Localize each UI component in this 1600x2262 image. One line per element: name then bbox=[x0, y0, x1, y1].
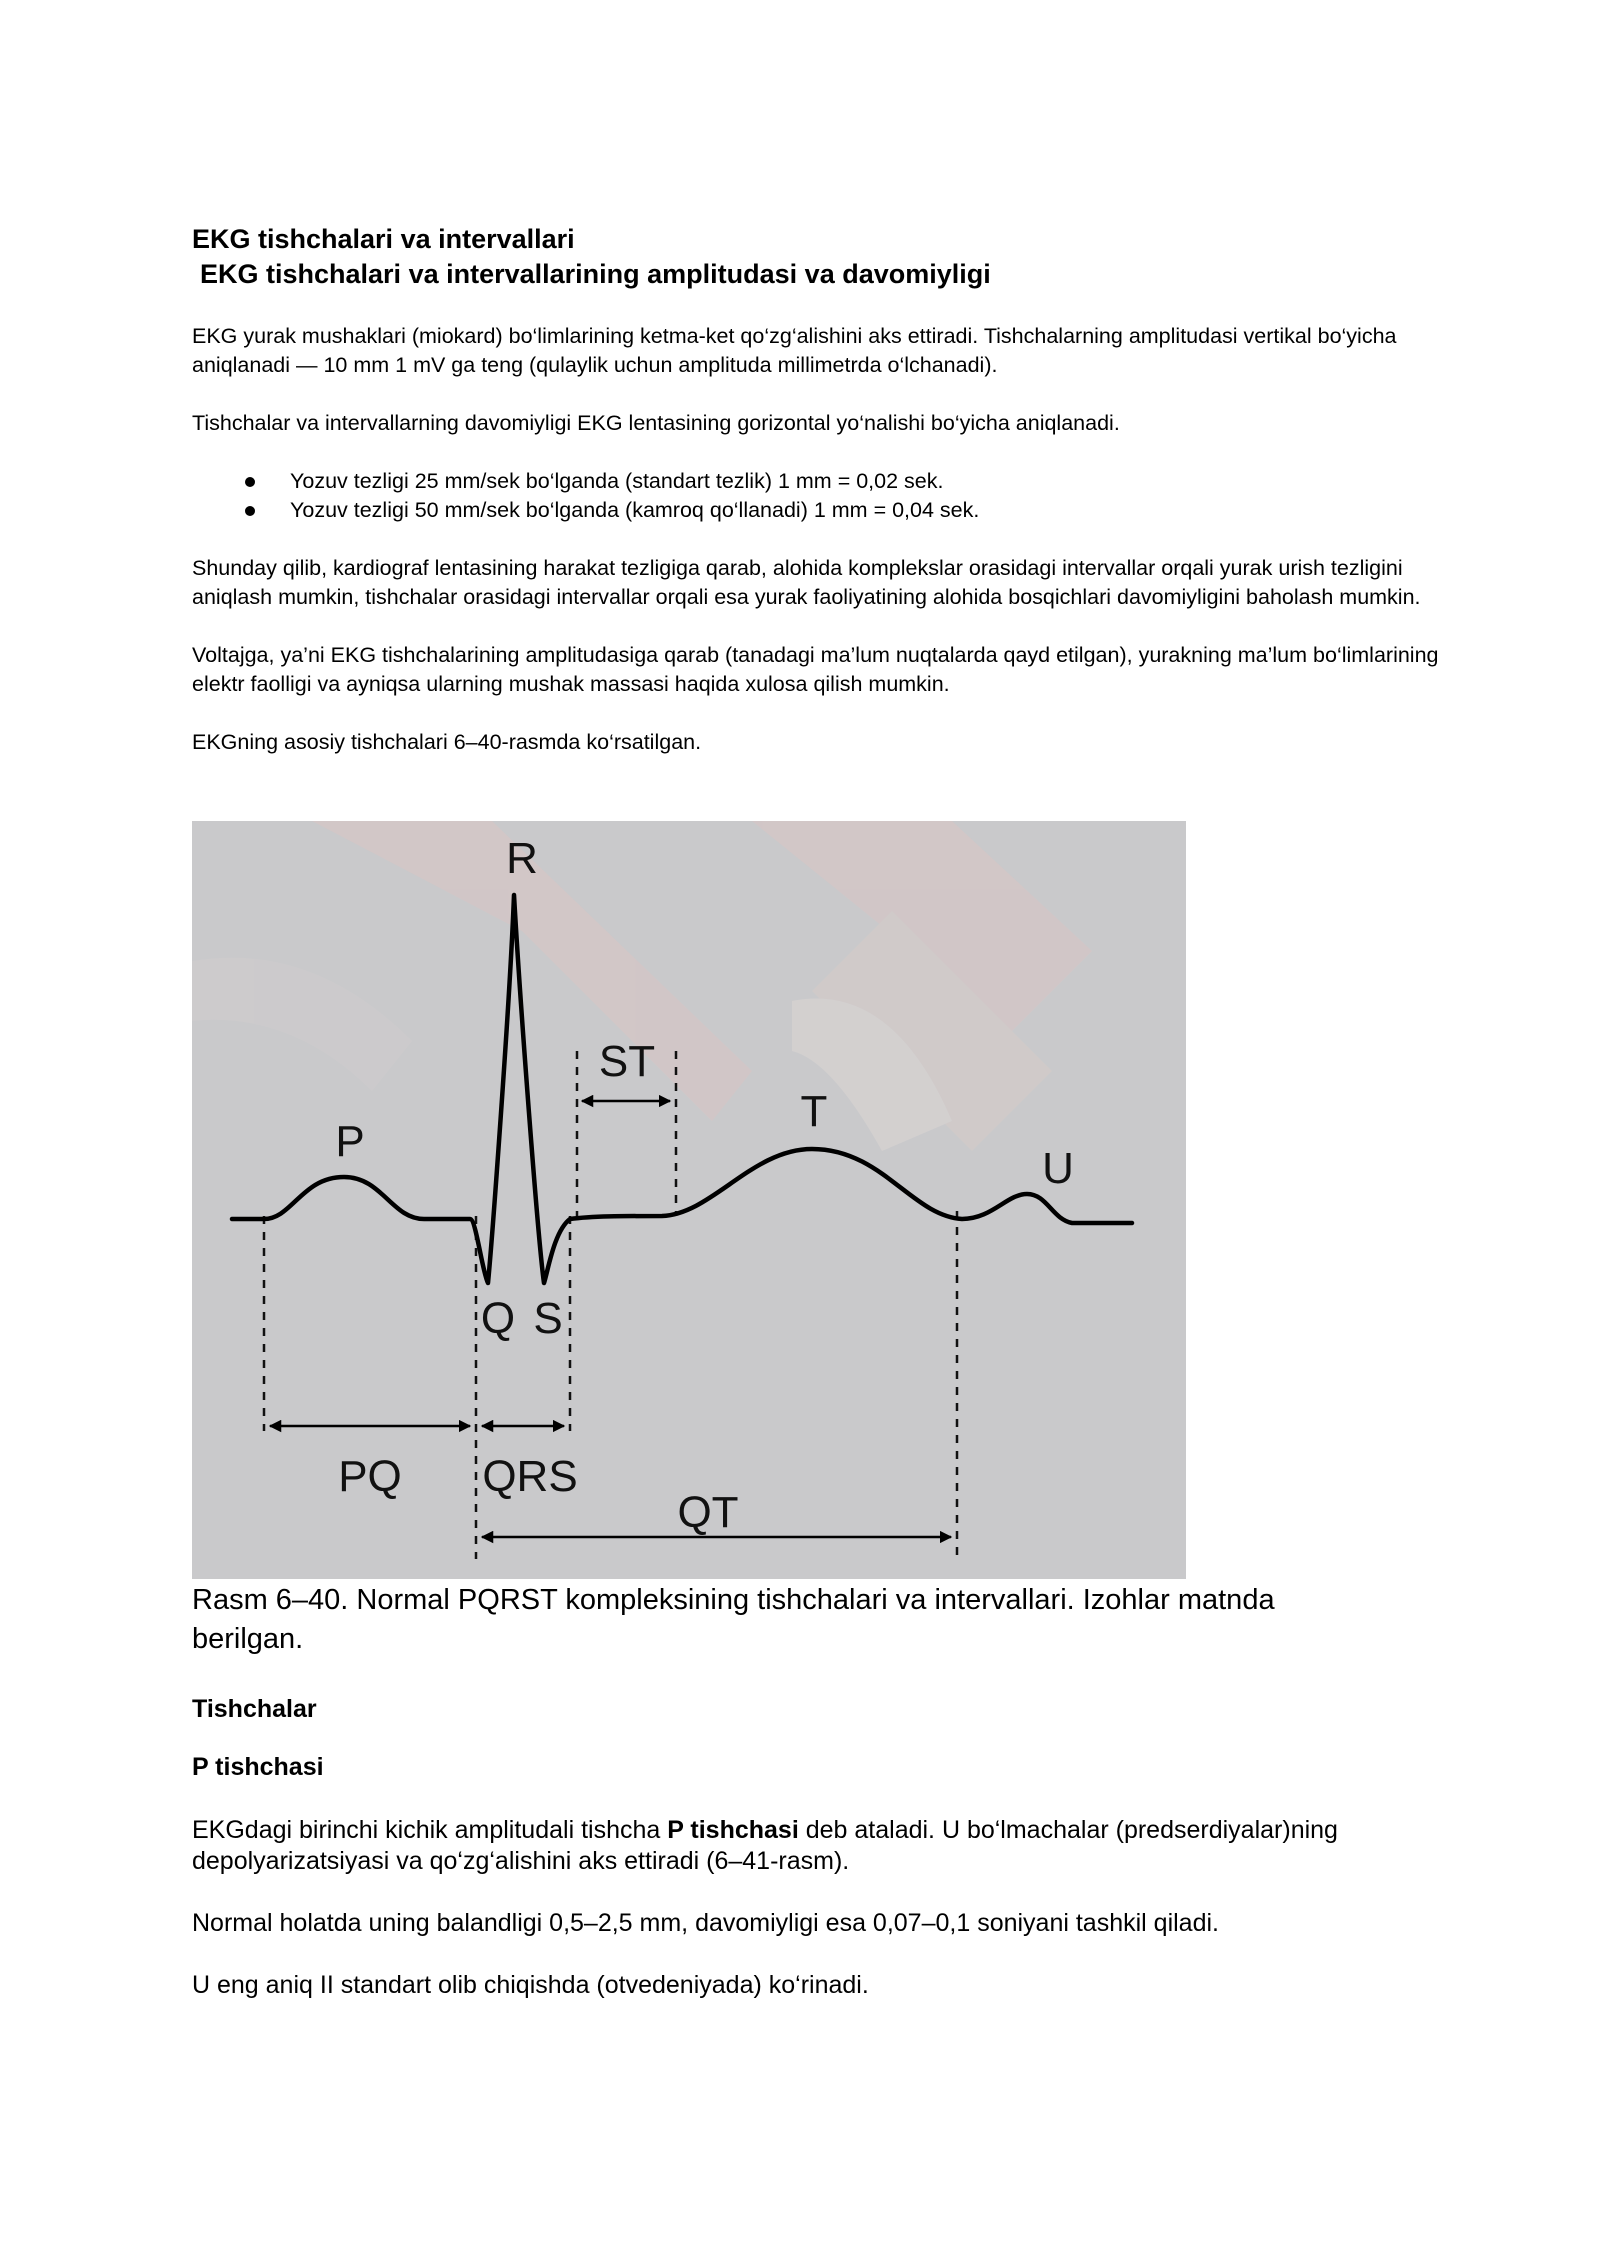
paragraph-heart-rate: Shunday qilib, kardiograf lentasining harakat tezligiga qarab, alohida komplekslar orasidagi intervallar orqali yurak urish tezligini aniqlash mumkin, tishchalar orasidagi intervallar orqali esa yurak faoliyatining alohida bosqichlari davomiyligini baholash mumkin. bbox=[192, 556, 1421, 609]
document-subtitle: EKG tishchalari va intervallarining amplitudasi va davomiyligi bbox=[200, 259, 991, 289]
label-u: U bbox=[1042, 1144, 1074, 1193]
ecg-figure bbox=[192, 821, 1186, 1579]
label-qrs: QRS bbox=[482, 1452, 578, 1501]
label-s: S bbox=[533, 1294, 563, 1343]
p-wave-paragraph-lead: U eng aniq II standart olib chiqishda (otvedeniyada) ko‘rinadi. bbox=[192, 1971, 869, 1999]
document-title: EKG tishchalari va intervallari bbox=[192, 224, 575, 254]
bullet-item: Yozuv tezligi 25 mm/sek bo‘lganda (standart tezlik) 1 mm = 0,02 sek. bbox=[192, 467, 1452, 496]
intro-paragraph-duration: Tishchalar va intervallarning davomiyligi EKG lentasining gorizontal yo‘nalishi bo‘yicha aniqlanadi. bbox=[192, 411, 1120, 435]
label-pq: PQ bbox=[338, 1452, 402, 1501]
bullet-icon bbox=[245, 506, 255, 516]
figure-caption: Rasm 6–40. Normal PQRST kompleksining tishchalari va intervallari. Izohlar matnda berilgan. bbox=[192, 1584, 1275, 1655]
section-heading: Tishchalar bbox=[192, 1695, 317, 1723]
subsection-heading: P tishchasi bbox=[192, 1753, 324, 1781]
label-r: R bbox=[506, 834, 538, 883]
ecg-diagram bbox=[192, 821, 1186, 1579]
bullet-item: Yozuv tezligi 50 mm/sek bo‘lganda (kamroq qo‘llanadi) 1 mm = 0,04 sek. bbox=[192, 496, 1452, 525]
document-page bbox=[192, 222, 1452, 2001]
label-t: T bbox=[800, 1087, 828, 1136]
intro-paragraph-amplitude: EKG yurak mushaklari (miokard) bo‘limlarining ketma-ket qo‘zg‘alishini aks ettiradi. Tishchalarning amplitudasi vertikal bo‘yicha aniqlanadi — 10 mm 1 mV ga teng (qulaylik uchun amplituda millimetrda o‘lchanadi). bbox=[192, 324, 1397, 377]
label-qt: QT bbox=[677, 1488, 739, 1537]
paragraph-figure-reference: EKGning asosiy tishchalari 6–40-rasmda ko‘rsatilgan. bbox=[192, 730, 702, 754]
paragraph-voltage: Voltajga, ya’ni EKG tishchalarining amplitudasiga qarab (tanadagi ma’lum nuqtalarda qayd etilgan), yurakning ma’lum bo‘limlarining elektr faolligi va ayniqsa ularning mushak massasi haqida xulosa qilish mumkin. bbox=[192, 643, 1439, 696]
bullet-icon bbox=[245, 477, 255, 487]
label-q: Q bbox=[480, 1294, 516, 1343]
p-wave-paragraph-norms: Normal holatda uning balandligi 0,5–2,5 mm, davomiyligi esa 0,07–0,1 soniyani tashkil qiladi. bbox=[192, 1909, 1219, 1937]
speed-bullet-list bbox=[192, 467, 1452, 525]
label-p: P bbox=[335, 1117, 365, 1166]
p-wave-paragraph-definition: EKGdagi birinchi kichik amplitudali tishcha P tishchasi deb ataladi. U bo‘lmachalar (predserdiyalar)ning depolyarizatsiyasi va qo‘zg‘alishini aks ettiradi (6–41-rasm). bbox=[192, 1816, 1338, 1875]
label-st: ST bbox=[598, 1037, 656, 1086]
